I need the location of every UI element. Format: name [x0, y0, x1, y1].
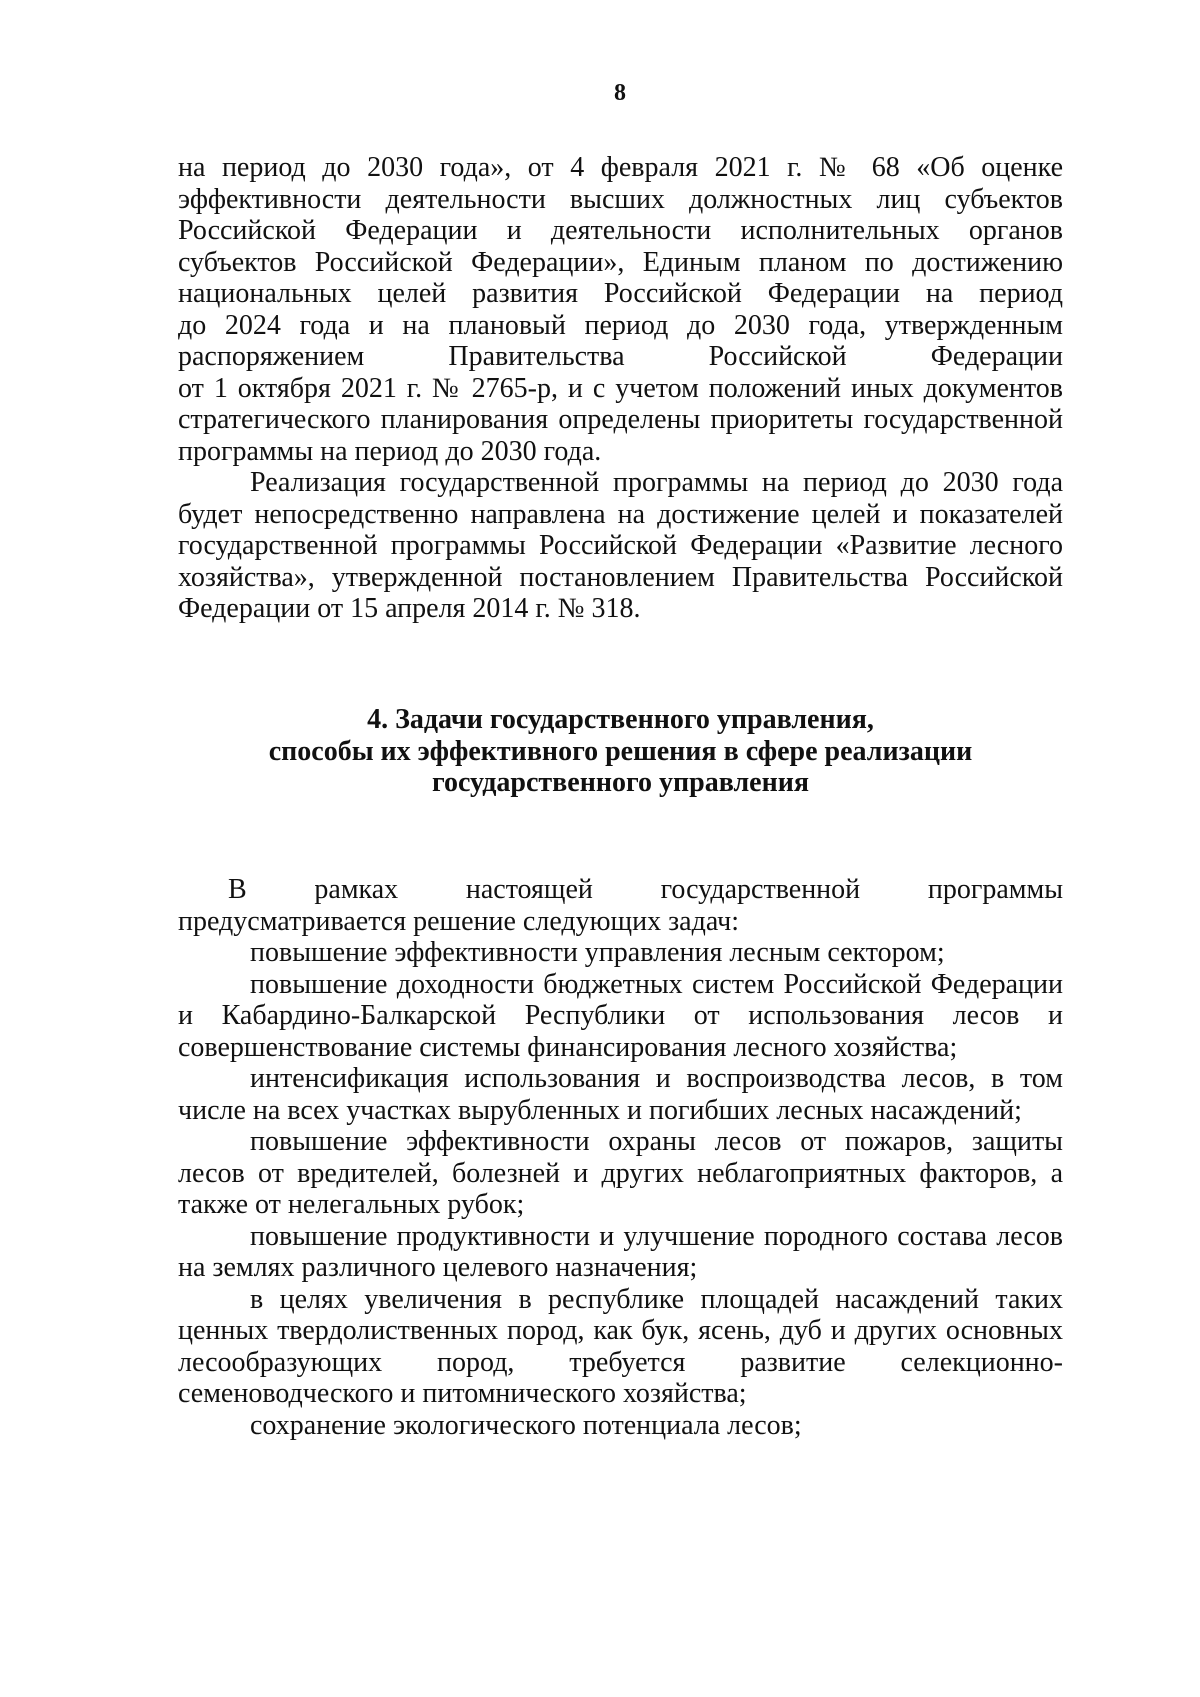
heading-line: способы их эффективного решения в сфере реализации	[268, 735, 973, 767]
task-item: повышение эффективности охраны лесов от пожаров, защиты лесов от вредителей, болезней и других неблагоприятных факторов, а также от нелегальных рубок;	[178, 1126, 1063, 1220]
text-line-last: программы на период до 2030 года.	[178, 435, 602, 467]
task-item: интенсификация использования и воспроизводства лесов, в том числе на всех участках вырубленных и погибших лесных насаждений;	[178, 1063, 1063, 1126]
tasks-intro-first-line: В рамках настоящей государственной программы	[228, 874, 1063, 905]
page-number: 8	[614, 80, 626, 106]
tasks-text	[178, 874, 1063, 1441]
heading-line: государственного управления	[431, 767, 810, 798]
text-line: стратегического планирования определены приоритеты государственной	[178, 404, 1063, 435]
text-line: Российской Федерации и деятельности исполнительных органов	[178, 215, 1063, 246]
tasks-intro-rest: предусматривается решение следующих задач:	[178, 905, 739, 937]
task-item: сохранение экологического потенциала лесов;	[250, 1409, 802, 1441]
text-line: эффективности деятельности высших должностных лиц субъектов	[178, 183, 1063, 215]
task-item: повышение эффективности управления лесным сектором;	[250, 937, 945, 968]
text-line: на период до 2030 года», от 4 февраля 2021 г. № 68 «Об оценке	[178, 152, 1063, 183]
task-item: повышение доходности бюджетных систем Российской Федерации и Кабардино-Балкарской Республики от использования лесов и совершенствование системы финансирования лесного хозяйства;	[178, 968, 1063, 1063]
text-line: национальных целей развития Российской Федерации на период	[178, 278, 1063, 309]
section-heading	[178, 704, 1063, 799]
heading-line: 4. Задачи государственного управления,	[367, 704, 874, 735]
task-item: повышение продуктивности и улучшение породного состава лесов на землях различного целевого назначения;	[178, 1220, 1063, 1283]
text-line: до 2024 года и на плановый период до 2030 года, утвержденным	[178, 309, 1063, 341]
task-item: в целях увеличения в республике площадей насаждений таких ценных твердолиственных пород, как бук, ясень, дуб и других основных лесообразующих пород, требуется развитие селекционно-семеноводческого и питомнического хозяйства;	[178, 1283, 1063, 1409]
text-line: распоряжением Правительства Российской Федерации	[178, 341, 1063, 372]
intro-text	[178, 152, 1063, 625]
text-line: субъектов Российской Федерации», Единым планом по достижению	[178, 246, 1063, 278]
paragraph-implementation: Реализация государственной программы на период до 2030 года будет непосредственно направлена на достижение целей и показателей государственной программы Российской Федерации «Развитие лесного хозяйства», утвержденной постановлением Правительства Российской Федерации от 15 апреля 2014 г. № 318.	[178, 467, 1063, 624]
text-line: от 1 октября 2021 г. № 2765-р, и с учетом положений иных документов	[178, 372, 1063, 404]
